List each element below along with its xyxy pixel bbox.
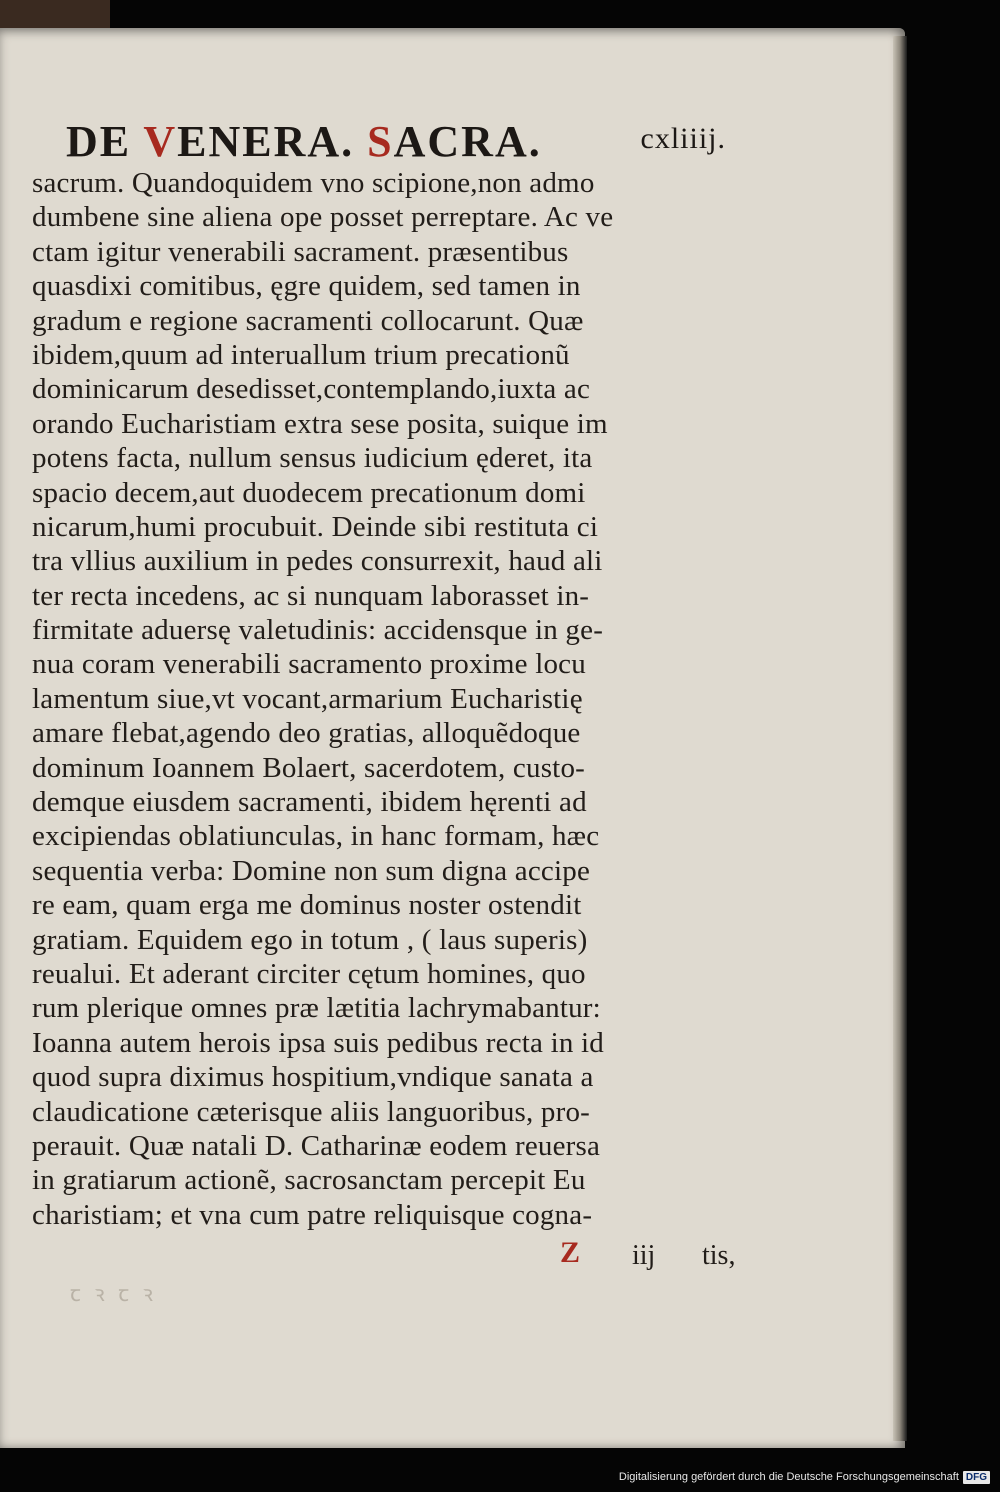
text-line: dominum Ioannem Bolaert, sacerdotem, custo-	[32, 751, 586, 784]
text-line: sequentia verba: Domine non sum digna accipe	[32, 854, 591, 887]
text-line: amare flebat,agendo deo gratias, alloquẽdoque	[32, 717, 581, 750]
text-line: orando Eucharistiam extra sese posita, suique im	[32, 407, 608, 440]
text-line: perauit. Quæ natali D. Catharinæ eodem reuersa	[32, 1129, 601, 1162]
credit-text: Digitalisierung gefördert durch die Deutsche Forschungsgemeinschaft	[618, 1471, 959, 1483]
text-line: quod supra diximus hospitium,vndique sanata a	[32, 1061, 594, 1094]
text-line: ibidem,quum ad interuallum trium precationũ	[32, 338, 570, 371]
text-line: rum plerique omnes præ lætitia lachrymabantur:	[32, 992, 601, 1025]
text-line: nicarum,humi procubuit. Deinde sibi restituta ci	[32, 510, 599, 543]
page-edge	[893, 36, 907, 1441]
text-line: charistiam; et vna cum patre reliquisque cogna-	[32, 1198, 593, 1231]
running-title-part: ACRA.	[393, 117, 542, 166]
text-line: ctam igitur venerabili sacrament. præsentibus	[32, 235, 569, 268]
text-line: potens facta, nullum sensus iudicium ęderet, ita	[32, 442, 593, 475]
text-line: excipiendas oblatiunculas, in hanc formam, hæc	[32, 820, 600, 853]
text-line: gradum e regione sacramenti collocarunt. Quæ	[32, 304, 584, 337]
offset-marks: ꞇ ꝛ ꞇ ꝛ	[70, 1281, 157, 1306]
text-line: spacio decem,aut duodecem precationum domi	[32, 476, 586, 509]
rubric-initial: V	[143, 117, 178, 166]
text-line: reualui. Et aderant circiter cętum homines, quo	[32, 957, 586, 990]
running-title-part: ENERA.	[177, 117, 368, 166]
signature-number: iij	[632, 1240, 656, 1271]
book-page	[0, 28, 905, 1448]
text-line: Ioanna autem herois ipsa suis pedibus recta in id	[32, 1026, 604, 1059]
main-text-block	[32, 166, 752, 1232]
folio-number: cxliiij.	[640, 122, 726, 155]
signature-mark: Z	[560, 1236, 581, 1269]
text-line: dumbene sine aliena ope posset perreptare. Ac ve	[32, 201, 614, 234]
dfg-logo-icon: DFG	[963, 1471, 990, 1484]
text-line: claudicatione cæterisque aliis languoribus, pro-	[32, 1095, 591, 1128]
text-line: lamentum siue,vt vocant,armarium Eucharistię	[32, 682, 583, 715]
running-title	[66, 116, 542, 167]
rubric-initial: S	[367, 117, 394, 166]
text-line: dominicarum desedisset,contemplando,iuxta ac	[32, 373, 591, 406]
catchword: tis,	[702, 1240, 736, 1271]
text-line: gratiam. Equidem ego in totum , ( laus superis)	[32, 923, 588, 956]
digitization-credit	[619, 1468, 990, 1486]
running-title-part: DE	[66, 117, 144, 166]
text-line: sacrum. Quandoquidem vno scipione,non admo	[32, 167, 595, 199]
text-line: firmitate aduersę valetudinis: accidensque in ge-	[32, 614, 604, 647]
text-line: ter recta incedens, ac si nunquam laborasset in-	[32, 579, 590, 612]
text-line: tra vllius auxilium in pedes consurrexit, haud ali	[32, 545, 603, 578]
page-header	[66, 116, 726, 166]
text-line: in gratiarum actionẽ, sacrosanctam percepit Eu	[32, 1164, 586, 1197]
text-line: demque eiusdem sacramenti, ibidem hęrenti ad	[32, 786, 587, 819]
text-line: quasdixi comitibus, ęgre quidem, sed tamen in	[32, 270, 581, 303]
text-line: re eam, quam erga me dominus noster ostendit	[32, 889, 582, 922]
text-line: nua coram venerabili sacramento proxime locu	[32, 648, 586, 681]
